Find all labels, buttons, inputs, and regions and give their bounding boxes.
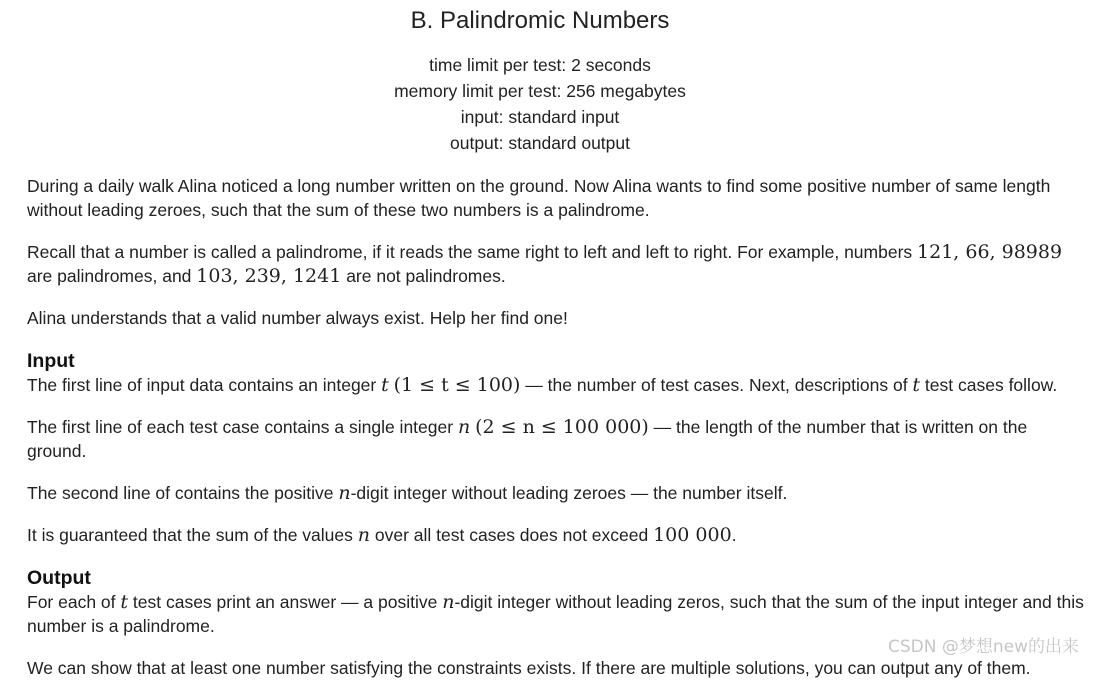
statement-paragraph-1: During a daily walk Alina noticed a long number written on the ground. Now Alina wants to find some positive number of same length without leading zeroes, such that the sum of these two numbers is a palindrome. (27, 176, 1051, 220)
memory-limit: memory limit per test: 256 megabytes (394, 81, 686, 101)
output-l1-text-c: -digit integer without leading zeros, such that the sum of the input integer and this number is a palindrome. (27, 592, 1084, 636)
sum-limit: 100 000 (653, 524, 732, 546)
var-t: t (381, 374, 389, 396)
input-l1-text-a: The first line of input data contains an integer (27, 375, 382, 395)
statement-paragraph-2 (27, 240, 1087, 288)
t-constraint: (1 ≤ t ≤ 100) (393, 374, 521, 396)
p2-text-a: Recall that a number is called a palindrome, if it reads the same right to left and left to right. For example, numbers (27, 242, 918, 262)
statement-paragraph-3: Alina understands that a valid number always exist. Help her find one! (27, 308, 568, 328)
input-line-3 (27, 481, 1087, 505)
non-palindrome-examples: 103, 239, 1241 (196, 265, 342, 287)
output-line-2: We can show that at least one number satisfying the constraints exists. If there are multiple solutions, you can output any of them. (27, 658, 1031, 678)
p2-text-c: are not palindromes. (341, 266, 506, 286)
var-t: t (120, 591, 129, 613)
output-l1-text-b: test cases print an answer — a positive (128, 592, 443, 612)
csdn-watermark: CSDN @梦想new的出来 (887, 637, 1079, 657)
output-type: output: standard output (450, 133, 630, 153)
p2-text-b: are palindromes, and (27, 266, 197, 286)
input-type: input: standard input (460, 107, 620, 127)
input-line-4 (27, 523, 1087, 547)
problem-header (0, 6, 1080, 156)
problem-title: B. Palindromic Numbers (410, 7, 670, 34)
input-line-1 (27, 373, 1087, 397)
var-n: n (338, 482, 351, 504)
input-l2-text-a: The first line of each test case contains a single integer (27, 417, 458, 437)
n-constraint: (2 ≤ n ≤ 100 000) (475, 416, 649, 438)
output-line-1 (27, 590, 1087, 638)
var-n: n (442, 591, 455, 613)
var-t: t (912, 374, 921, 396)
output-l1-text-a: For each of (27, 592, 121, 612)
input-l4-text-a: It is guaranteed that the sum of the values (27, 525, 358, 545)
input-l1-text-b: — the number of test cases. Next, descriptions of (520, 375, 913, 395)
var-n: n (357, 524, 371, 546)
input-l3-text-a: The second line of contains the positive (27, 483, 339, 503)
input-heading: Input (27, 350, 75, 372)
input-l2-text-b: — the length of the number that is written on the ground. (27, 417, 1028, 461)
input-line-2 (27, 415, 1087, 463)
input-l3-text-b: -digit integer without leading zeroes — the number itself. (350, 483, 788, 503)
var-n: n (457, 416, 471, 438)
time-limit: time limit per test: 2 seconds (429, 55, 651, 75)
input-l4-text-b: over all test cases does not exceed (370, 525, 654, 545)
problem-statement (27, 0, 1087, 680)
output-heading: Output (27, 567, 91, 589)
input-l1-text-c: test cases follow. (920, 375, 1058, 395)
palindrome-examples: 121, 66, 98989 (917, 241, 1063, 263)
input-l4-text-c: . (731, 525, 737, 545)
